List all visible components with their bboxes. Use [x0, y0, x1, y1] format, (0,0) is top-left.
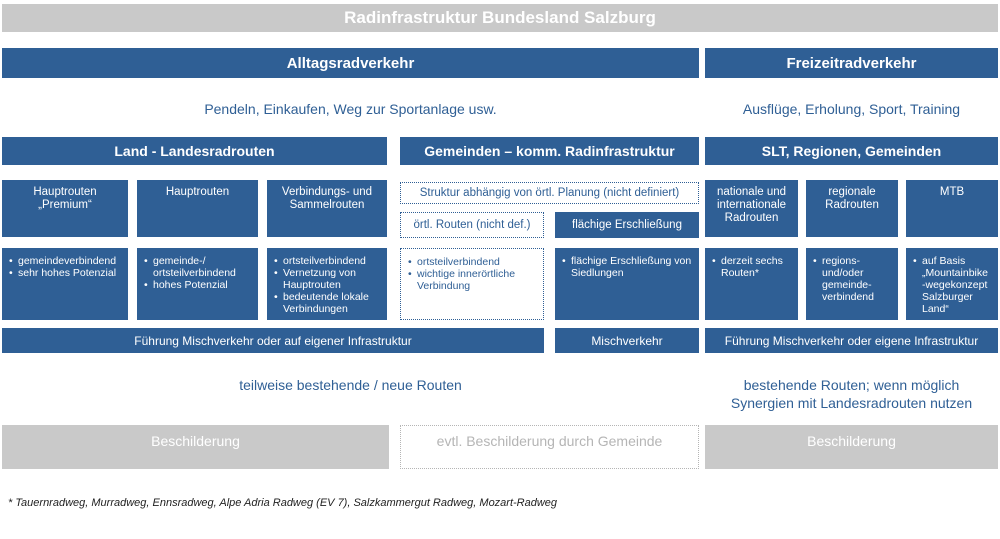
slt-col-mtb-list: [906, 248, 998, 320]
list-item: • hohes Potenzial: [143, 279, 252, 291]
land-fuehrung-bar: Führung Mischverkehr oder auf eigener Infrastruktur: [2, 328, 544, 353]
freizeit-description: Ausflüge, Erholung, Sport, Training: [742, 101, 961, 117]
land-col-premium-list: [2, 248, 128, 320]
oertl-routen-list: [400, 248, 544, 320]
diagram-title: Radinfrastruktur Bundesland Salzburg: [2, 4, 998, 32]
land-col-verbindung-list: [267, 248, 387, 320]
list-item: • ortsteilverbindend: [273, 255, 381, 267]
alltag-description: Pendeln, Einkaufen, Weg zur Sportanlage usw.: [204, 101, 497, 117]
land-col-haupt-list: [137, 248, 258, 320]
land-col-premium-title: Hauptrouten „Premium“: [2, 180, 128, 237]
list-item: • regions- und/oder gemeinde-verbindend: [812, 255, 892, 303]
flaechig-list: [555, 248, 699, 320]
land-col-haupt-title: Hauptrouten: [137, 180, 258, 237]
list-item: • Vernetzung von Hauptrouten: [273, 267, 381, 291]
list-item: • derzeit sechs Routen*: [711, 255, 792, 279]
slt-note: bestehende Routen; wenn möglich Synergien mit Landesradrouten nutzen: [730, 377, 973, 411]
alltag-header: Alltagsradverkehr: [2, 48, 699, 78]
oertl-routen-title: örtl. Routen (nicht def.): [400, 212, 544, 238]
flaechig-title: flächige Erschließung: [555, 212, 699, 238]
slt-fuehrung-bar: Führung Mischverkehr oder eigene Infrastruktur: [705, 328, 998, 353]
land-note: teilweise bestehende / neue Routen: [239, 377, 462, 393]
list-item: • gemeindeverbindend: [8, 255, 122, 267]
list-item: • auf Basis „Mountainbike -wegekonzept Salzburger Land“: [912, 255, 992, 315]
mischverkehr-bar: Mischverkehr: [555, 328, 699, 353]
slt-col-national-list: [705, 248, 798, 320]
list-item: • sehr hohes Potenzial: [8, 267, 122, 279]
slt-col-mtb-title: MTB: [906, 180, 998, 237]
list-item: • wichtige innerörtliche Verbindung: [407, 268, 537, 292]
slt-col-regional-title: regionale Radrouten: [806, 180, 898, 237]
slt-col-national-title: nationale und internationale Radrouten: [705, 180, 798, 237]
freizeit-header: Freizeitradverkehr: [705, 48, 998, 78]
gemeinden-struktur-box: Struktur abhängig von örtl. Planung (nicht definiert): [400, 182, 699, 204]
list-item: • gemeinde-/ ortsteilverbindend: [143, 255, 252, 279]
land-beschilderung: Beschilderung: [2, 425, 389, 469]
land-header: Land - Landesradrouten: [2, 137, 387, 165]
footnote: * Tauernradweg, Murradweg, Ennsradweg, Alpe Adria Radweg (EV 7), Salzkammergut Radweg, Mozart-Radweg: [8, 497, 558, 509]
slt-header: SLT, Regionen, Gemeinden: [705, 137, 998, 165]
list-item: • bedeutende lokale Verbindungen: [273, 291, 381, 315]
gemeinden-header: Gemeinden – komm. Radinfrastruktur: [400, 137, 699, 165]
gemeinde-beschilderung: evtl. Beschilderung durch Gemeinde: [400, 425, 699, 469]
list-item: • flächige Erschließung von Siedlungen: [561, 255, 693, 279]
list-item: • ortsteilverbindend: [407, 256, 537, 268]
slt-col-regional-list: [806, 248, 898, 320]
land-col-verbindung-title: Verbindungs- und Sammelrouten: [267, 180, 387, 237]
slt-beschilderung: Beschilderung: [705, 425, 998, 469]
